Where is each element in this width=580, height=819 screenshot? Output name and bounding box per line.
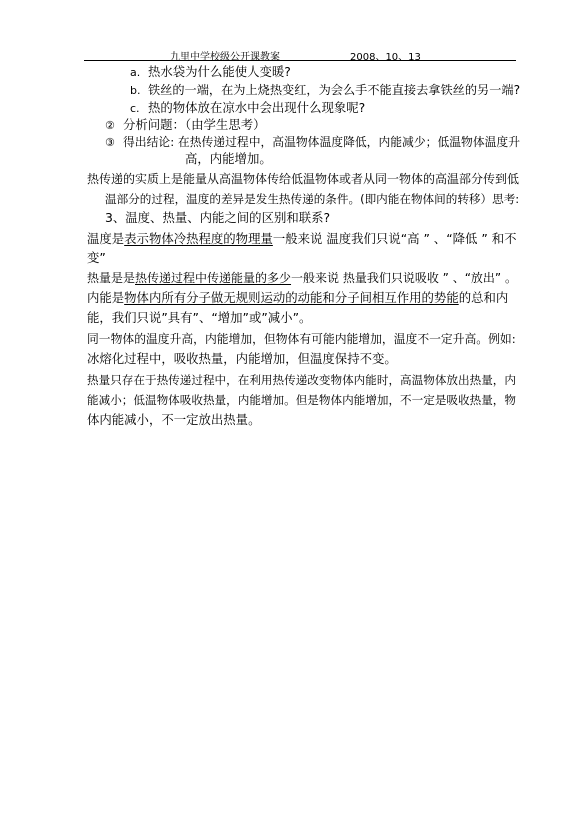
header-date: 2008、10、13 — [350, 52, 421, 63]
conclusion-marker: ③ — [105, 136, 115, 149]
temperature-prefix: 温度是 — [87, 231, 125, 246]
page-header — [84, 40, 516, 61]
internal-energy-line-2: 能，我们只说”具有”、“增加”或”减小”。 — [87, 310, 312, 325]
heat-suffix: 一般来说 热量我们只说吸收 ” 、“放出” 。 — [291, 271, 517, 285]
question-c-marker: c. — [130, 102, 140, 115]
heat-exists-line-3: 体内能减小，不一定放出热量。 — [87, 412, 261, 427]
temperature-line-1 — [87, 231, 516, 247]
temperature-definition: 表示物体冷热程度的物理量 — [124, 231, 273, 246]
heat-exists-line-2: 能减小；低温物体吸收热量，内能增加。但是物体内能增加，不一定是吸收热量，物 — [87, 393, 516, 407]
question-c-text: 热的物体放在凉水中会出现什么现象呢? — [148, 100, 366, 115]
internal-energy-prefix: 内能是 — [87, 290, 125, 305]
analysis-marker: ② — [105, 119, 115, 132]
question-b-marker: b. — [130, 84, 141, 97]
question-c — [130, 100, 365, 117]
internal-energy-definition: 物体内所有分子做无规则运动的动能和分子间相互作用的势能 — [124, 290, 459, 305]
heat-prefix: 热量是是 — [87, 271, 136, 285]
internal-energy-suffix: 的总和内 — [458, 290, 509, 305]
analysis-text: 分析问题：（由学生思考） — [123, 117, 266, 132]
heat-exists-line-1: 热量只存在于热传递过程中，在利用热传递改变物体内能时，高温物体放出热量，内 — [87, 373, 516, 387]
essence-line-1: 热传递的实质上是能量从高温物体传给低温物体或者从同一物体的高温部分传到低 — [87, 172, 520, 186]
section-heading: 3、温度、热量、内能之间的区别和联系? — [105, 210, 331, 225]
question-a — [130, 64, 291, 81]
conclusion-line-2: 高，内能增加。 — [185, 151, 272, 166]
internal-energy-line-1 — [87, 290, 508, 306]
question-b-text: 铁丝的一端，在为上烧热变红，为会么手不能直接去拿铁丝的另一端? — [148, 83, 521, 97]
same-object-line-2: 冰熔化过程中，吸收热量，内能增加，但温度保持不变。 — [87, 351, 397, 366]
temperature-line-2: 变” — [87, 250, 106, 265]
header-title: 九里中学校级公开课教案 — [170, 52, 280, 63]
question-a-text: 热水袋为什么能使人变暖? — [148, 64, 291, 79]
analysis-line — [105, 117, 266, 134]
same-object-line-1: 同一物体的温度升高，内能增加，但物体有可能内能增加，温度不一定升高。例如: — [87, 332, 516, 346]
conclusion-text-1: 得出结论: 在热传递过程中，高温物体温度降低，内能减少；低温物体温度升 — [123, 135, 521, 149]
heat-definition: 热传递过程中传递能量的多少 — [135, 271, 292, 285]
conclusion-line-1 — [105, 134, 520, 151]
question-a-marker: a. — [130, 66, 141, 79]
question-b — [130, 82, 520, 99]
essence-line-2: 温部分的过程，温度的差异是发生热传递的条件。(即内能在物体间的转移）思考: — [105, 192, 520, 206]
temperature-suffix: 一般来说 温度我们只说“高 ” 、“降低 ” 和不 — [272, 231, 517, 246]
heat-line — [87, 270, 517, 286]
